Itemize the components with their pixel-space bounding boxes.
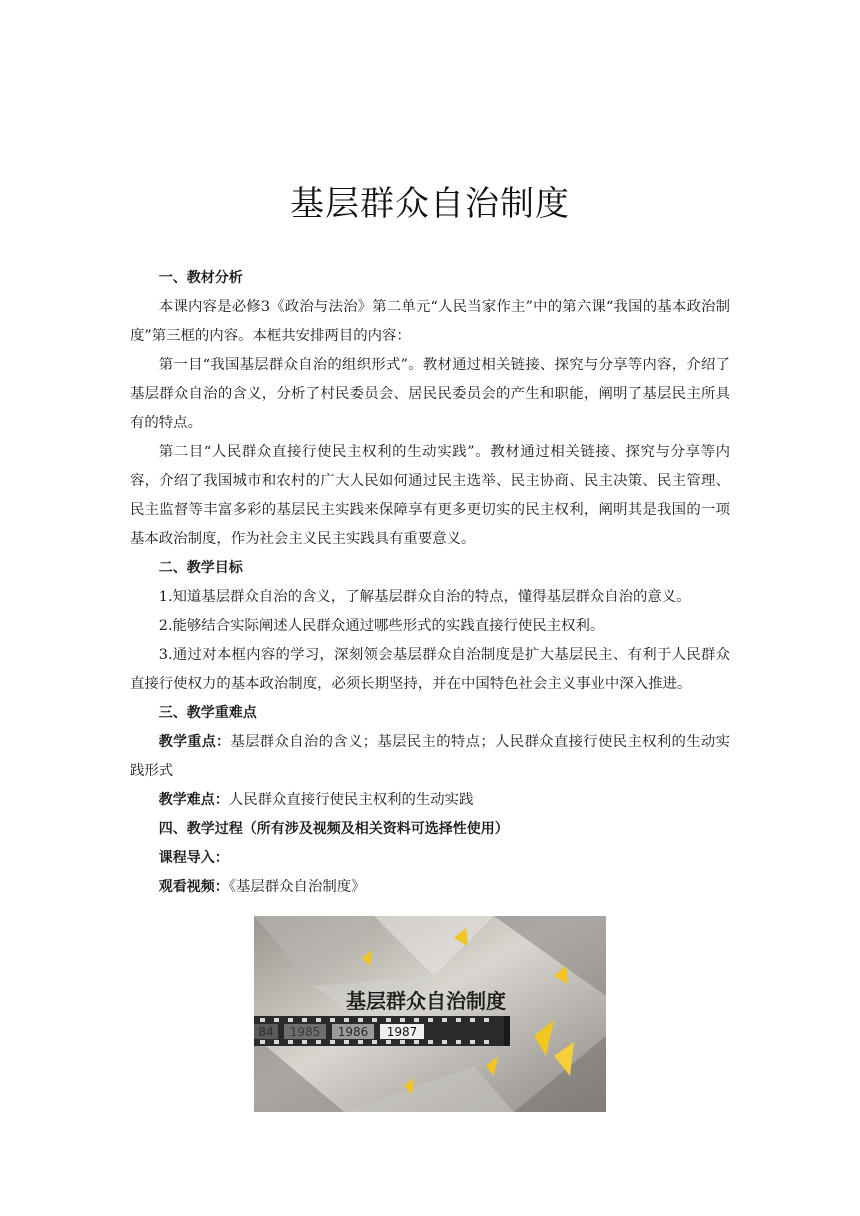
analysis-paragraph-3: 第二目“人民群众直接行使民主权利的生动实践”。教材通过相关链接、探究与分享等内容，介绍了我国城市和农村的广大人民如何通过民主选举、民主协商、民主决策、民主管理、民主监督等丰富多彩的基层民主实践来保障享有更多更切实的民主权利，阐明其是我国的一项基本政治制度，作为社会主义民主实践具有重要意义。 — [130, 444, 730, 547]
year-label-2: 1985 — [289, 1025, 321, 1039]
goal-2: 2.能够结合实际阐述人民群众通过哪些形式的实践直接行使民主权利。 — [158, 618, 605, 634]
video-frame-title: 基层群众自治制度 — [346, 989, 506, 1013]
section-heading-process: 四、教学过程（所有涉及视频及相关资料可选择性使用） — [158, 821, 509, 837]
year-label-3: 1986 — [337, 1025, 369, 1039]
difficult-point-row — [130, 786, 730, 815]
course-intro-label: 课程导入： — [158, 850, 229, 866]
goal-3: 3.通过对本框内容的学习，深刻领会基层群众自治制度是扩大基层民主、有利于人民群众直接行使权力的基本政治制度，必须长期坚持，并在中国特色社会主义事业中深入推进。 — [130, 647, 730, 692]
watch-video-label: 观看视频： — [158, 879, 229, 895]
watch-video-row — [130, 873, 730, 902]
section-heading-key-points: 三、教学重难点 — [158, 705, 257, 721]
video-thumbnail[interactable] — [254, 916, 606, 1112]
section-heading-analysis: 一、教材分析 — [158, 270, 243, 286]
difficult-point-text: 人民群众直接行使民主权利的生动实践 — [228, 792, 474, 808]
section-heading-goals: 二、教学目标 — [158, 560, 243, 576]
video-frame-graphic — [254, 916, 606, 1112]
goal-1: 1.知道基层群众自治的含义，了解基层群众自治的特点，懂得基层群众自治的意义。 — [158, 589, 691, 605]
document-body — [130, 264, 730, 902]
page-title: 基层群众自治制度 — [290, 184, 570, 224]
key-point-label: 教学重点： — [158, 734, 231, 750]
video-title-text: 《基层群众自治制度》 — [228, 879, 366, 895]
year-label-4: 1987 — [386, 1025, 418, 1039]
difficult-point-label: 教学难点： — [158, 792, 229, 808]
analysis-paragraph-2: 第一目“我国基层群众自治的组织形式”。教材通过相关链接、探究与分享等内容，介绍了基层群众自治的含义，分析了村民委员会、居民民委员会的产生和职能，阐明了基层民主所具有的特点。 — [130, 357, 730, 431]
key-point-row — [130, 728, 730, 786]
analysis-paragraph-1: 本课内容是必修3《政治与法治》第二单元“人民当家作主”中的第六课“我国的基本政治制度”第三框的内容。本框共安排两目的内容： — [130, 299, 730, 344]
key-point-text: 基层群众自治的含义；基层民主的特点；人民群众直接行使民主权利的生动实践形式 — [130, 734, 730, 779]
year-label-1: 84 — [258, 1025, 274, 1039]
